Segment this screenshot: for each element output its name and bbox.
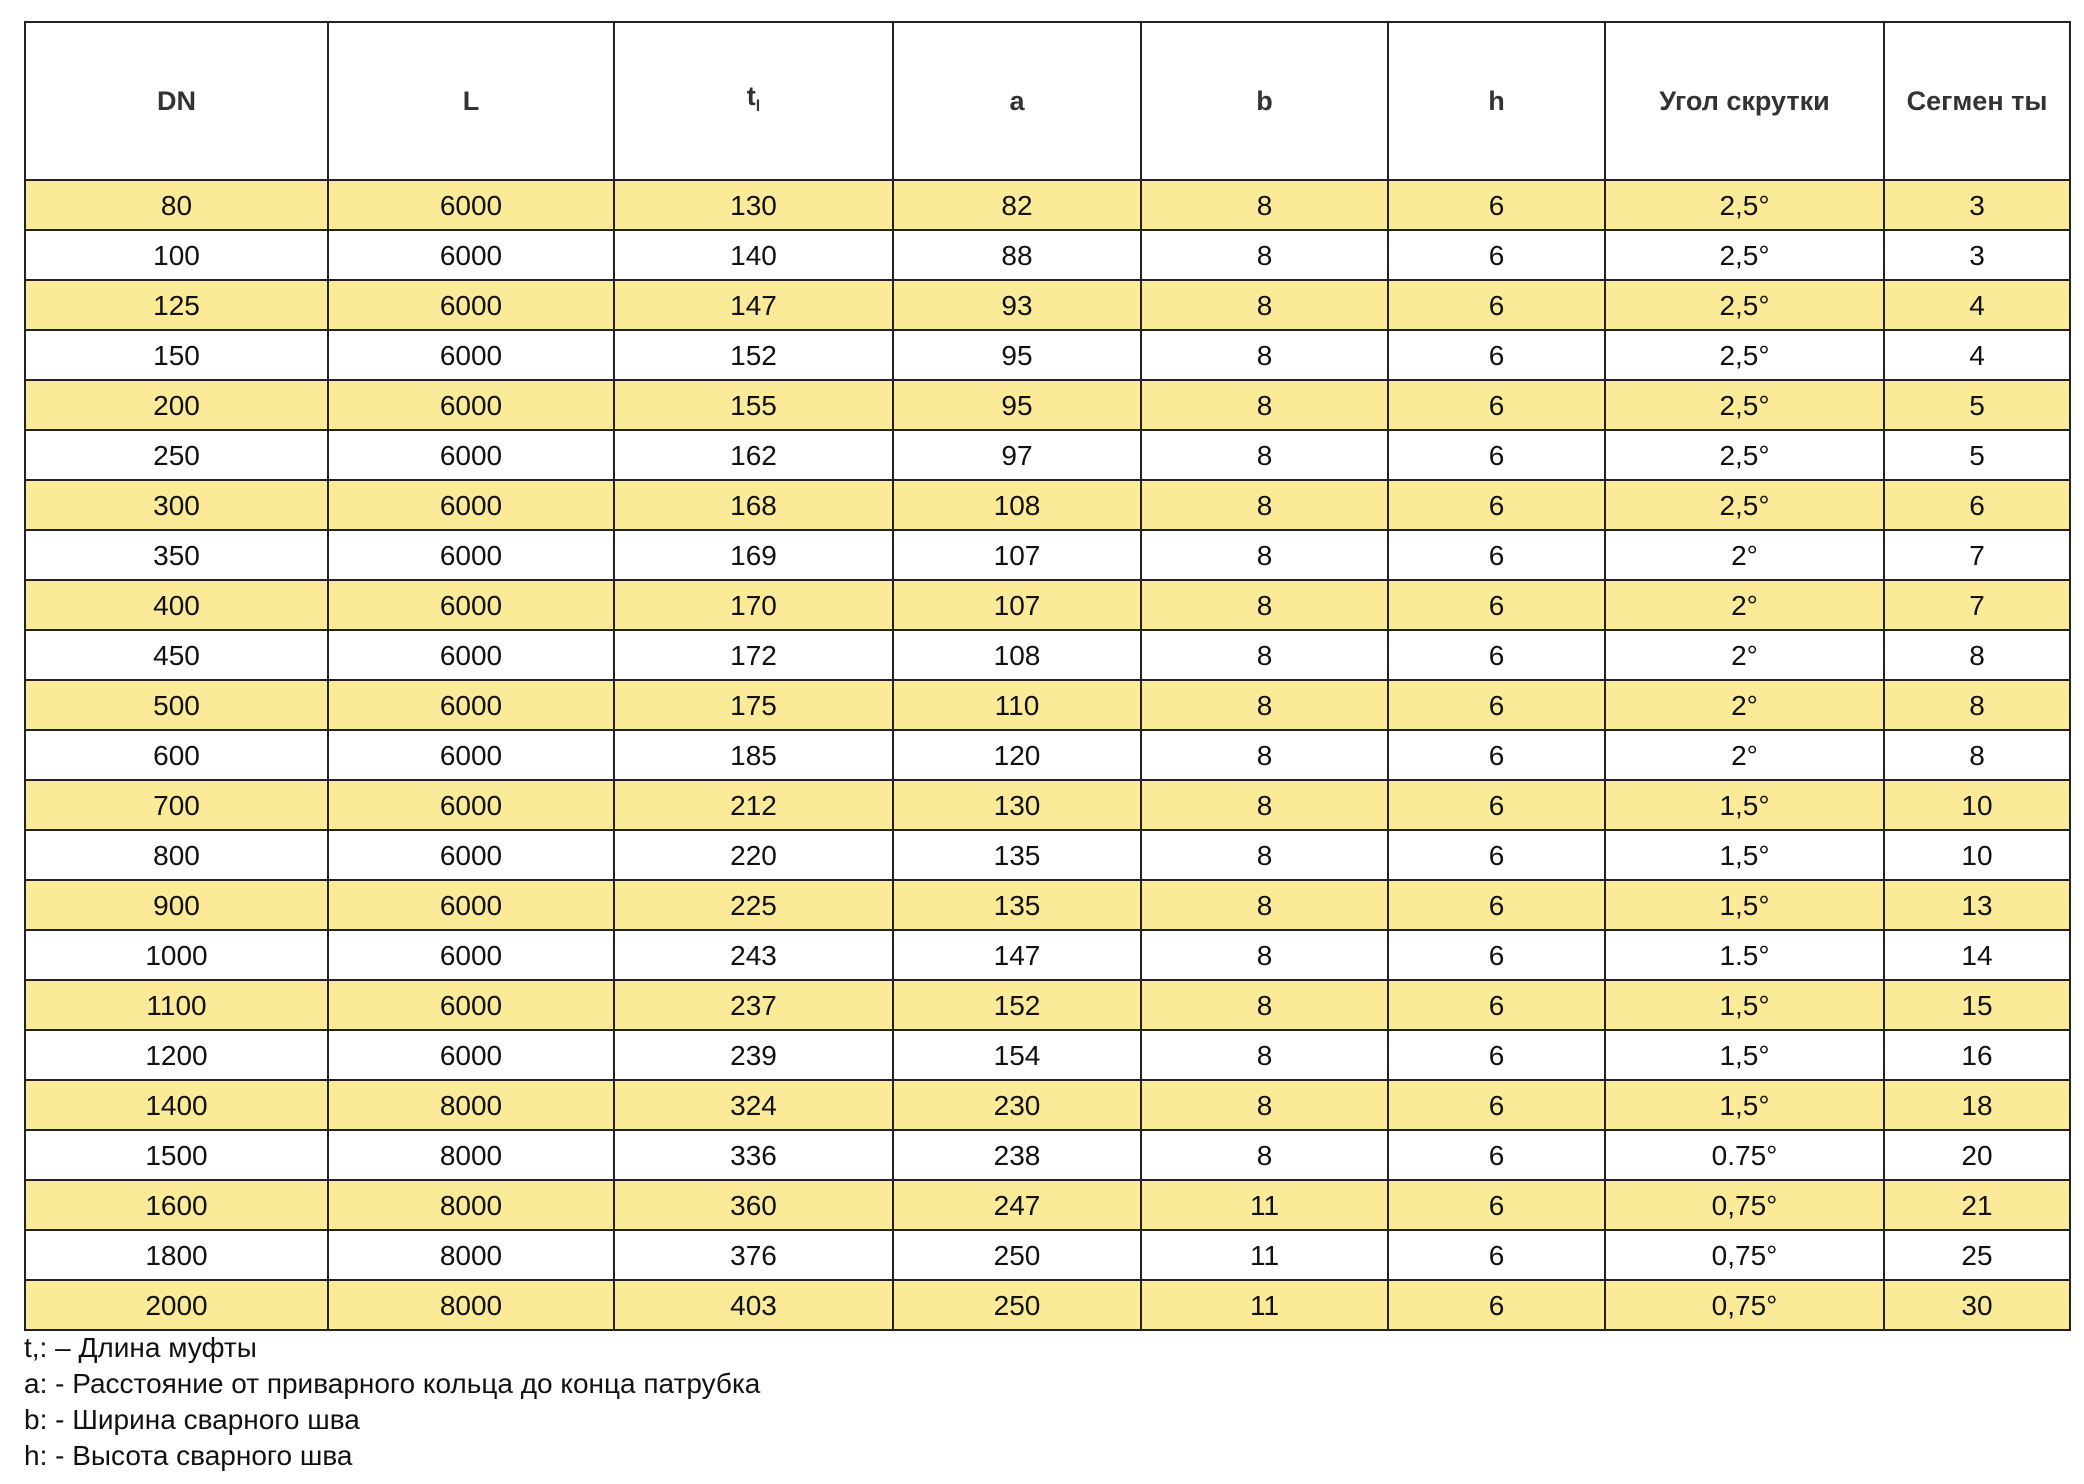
cell-dn: 150 [25, 330, 328, 380]
cell-twist-angle: 2,5° [1605, 280, 1884, 330]
cell-l: 6000 [328, 830, 614, 880]
cell-dn: 125 [25, 280, 328, 330]
cell-h: 6 [1388, 230, 1605, 280]
table-row [25, 1280, 2070, 1330]
cell-segments: 14 [1884, 930, 2070, 980]
cell-dn: 100 [25, 230, 328, 280]
cell-t: 243 [614, 930, 893, 980]
cell-h: 6 [1388, 530, 1605, 580]
cell-h: 6 [1388, 1230, 1605, 1280]
cell-twist-angle: 1,5° [1605, 880, 1884, 930]
cell-t: 170 [614, 580, 893, 630]
table-row [25, 180, 2070, 230]
cell-twist-angle: 2,5° [1605, 180, 1884, 230]
cell-h: 6 [1388, 430, 1605, 480]
table-row [25, 230, 2070, 280]
header-b: b [1141, 22, 1388, 180]
cell-l: 6000 [328, 730, 614, 780]
table-row [25, 930, 2070, 980]
cell-segments: 8 [1884, 630, 2070, 680]
cell-dn: 80 [25, 180, 328, 230]
cell-twist-angle: 1,5° [1605, 1030, 1884, 1080]
cell-h: 6 [1388, 1130, 1605, 1180]
cell-t: 175 [614, 680, 893, 730]
table-row [25, 680, 2070, 730]
cell-h: 6 [1388, 830, 1605, 880]
cell-twist-angle: 2,5° [1605, 480, 1884, 530]
table-row [25, 730, 2070, 780]
table-row [25, 480, 2070, 530]
cell-dn: 900 [25, 880, 328, 930]
header-l: L [328, 22, 614, 180]
cell-b: 8 [1141, 280, 1388, 330]
cell-twist-angle: 1.5° [1605, 930, 1884, 980]
cell-t: 403 [614, 1280, 893, 1330]
table-row [25, 1180, 2070, 1230]
cell-b: 8 [1141, 930, 1388, 980]
cell-t: 360 [614, 1180, 893, 1230]
table-row [25, 880, 2070, 930]
cell-l: 6000 [328, 680, 614, 730]
table-row [25, 630, 2070, 680]
cell-t: 212 [614, 780, 893, 830]
cell-b: 8 [1141, 780, 1388, 830]
header-row [25, 22, 2070, 180]
cell-t: 169 [614, 530, 893, 580]
cell-h: 6 [1388, 1080, 1605, 1130]
table-row [25, 830, 2070, 880]
cell-a: 130 [893, 780, 1141, 830]
cell-dn: 350 [25, 530, 328, 580]
specs-table [24, 21, 2071, 1331]
cell-dn: 600 [25, 730, 328, 780]
cell-t: 237 [614, 980, 893, 1030]
cell-dn: 300 [25, 480, 328, 530]
table-row [25, 1130, 2070, 1180]
cell-h: 6 [1388, 330, 1605, 380]
cell-a: 238 [893, 1130, 1141, 1180]
cell-h: 6 [1388, 980, 1605, 1030]
table-row [25, 1030, 2070, 1080]
cell-l: 6000 [328, 930, 614, 980]
cell-h: 6 [1388, 630, 1605, 680]
note-h: h: - Высота сварного шва [24, 1440, 353, 1471]
table-row [25, 530, 2070, 580]
cell-a: 152 [893, 980, 1141, 1030]
cell-t: 172 [614, 630, 893, 680]
legend-notes [24, 1330, 760, 1474]
cell-b: 8 [1141, 1080, 1388, 1130]
table-row [25, 980, 2070, 1030]
cell-h: 6 [1388, 1280, 1605, 1330]
cell-t: 225 [614, 880, 893, 930]
cell-twist-angle: 0,75° [1605, 1280, 1884, 1330]
cell-l: 8000 [328, 1280, 614, 1330]
cell-dn: 1100 [25, 980, 328, 1030]
cell-segments: 7 [1884, 580, 2070, 630]
cell-twist-angle: 2° [1605, 530, 1884, 580]
table-row [25, 330, 2070, 380]
cell-t: 324 [614, 1080, 893, 1130]
cell-segments: 3 [1884, 230, 2070, 280]
cell-segments: 5 [1884, 380, 2070, 430]
cell-dn: 1600 [25, 1180, 328, 1230]
cell-l: 8000 [328, 1230, 614, 1280]
cell-dn: 400 [25, 580, 328, 630]
cell-dn: 1000 [25, 930, 328, 980]
cell-twist-angle: 2° [1605, 730, 1884, 780]
cell-b: 8 [1141, 680, 1388, 730]
table-row [25, 380, 2070, 430]
cell-a: 154 [893, 1030, 1141, 1080]
cell-b: 8 [1141, 1030, 1388, 1080]
cell-t: 162 [614, 430, 893, 480]
cell-t: 140 [614, 230, 893, 280]
cell-a: 110 [893, 680, 1141, 730]
cell-twist-angle: 2,5° [1605, 380, 1884, 430]
cell-b: 8 [1141, 430, 1388, 480]
cell-twist-angle: 0,75° [1605, 1180, 1884, 1230]
cell-t: 376 [614, 1230, 893, 1280]
table-row [25, 580, 2070, 630]
header-t [614, 22, 893, 180]
cell-b: 11 [1141, 1280, 1388, 1330]
cell-h: 6 [1388, 1180, 1605, 1230]
cell-l: 6000 [328, 880, 614, 930]
cell-h: 6 [1388, 280, 1605, 330]
cell-b: 8 [1141, 230, 1388, 280]
cell-dn: 1400 [25, 1080, 328, 1130]
cell-t: 147 [614, 280, 893, 330]
cell-l: 6000 [328, 480, 614, 530]
cell-t: 155 [614, 380, 893, 430]
cell-h: 6 [1388, 1030, 1605, 1080]
cell-h: 6 [1388, 180, 1605, 230]
cell-a: 250 [893, 1280, 1141, 1330]
cell-segments: 6 [1884, 480, 2070, 530]
cell-a: 108 [893, 480, 1141, 530]
cell-t: 185 [614, 730, 893, 780]
cell-h: 6 [1388, 480, 1605, 530]
cell-b: 8 [1141, 180, 1388, 230]
cell-dn: 2000 [25, 1280, 328, 1330]
cell-b: 8 [1141, 480, 1388, 530]
cell-h: 6 [1388, 780, 1605, 830]
cell-l: 6000 [328, 630, 614, 680]
cell-dn: 250 [25, 430, 328, 480]
cell-h: 6 [1388, 930, 1605, 980]
cell-twist-angle: 1,5° [1605, 980, 1884, 1030]
cell-l: 6000 [328, 330, 614, 380]
cell-b: 8 [1141, 580, 1388, 630]
cell-twist-angle: 2° [1605, 680, 1884, 730]
cell-twist-angle: 1,5° [1605, 830, 1884, 880]
cell-l: 6000 [328, 530, 614, 580]
cell-segments: 18 [1884, 1080, 2070, 1130]
cell-l: 6000 [328, 430, 614, 480]
cell-l: 6000 [328, 780, 614, 830]
cell-segments: 15 [1884, 980, 2070, 1030]
cell-segments: 13 [1884, 880, 2070, 930]
cell-h: 6 [1388, 680, 1605, 730]
cell-h: 6 [1388, 730, 1605, 780]
header-segments: Сегмен ты [1884, 22, 2070, 180]
header-h: h [1388, 22, 1605, 180]
header-t-label: t [746, 80, 756, 111]
header-t-subscript: l [755, 97, 761, 115]
cell-l: 6000 [328, 230, 614, 280]
cell-h: 6 [1388, 380, 1605, 430]
cell-t: 130 [614, 180, 893, 230]
cell-l: 6000 [328, 380, 614, 430]
cell-h: 6 [1388, 580, 1605, 630]
cell-segments: 8 [1884, 730, 2070, 780]
cell-a: 97 [893, 430, 1141, 480]
cell-segments: 8 [1884, 680, 2070, 730]
cell-b: 8 [1141, 530, 1388, 580]
cell-dn: 1800 [25, 1230, 328, 1280]
cell-segments: 30 [1884, 1280, 2070, 1330]
cell-segments: 16 [1884, 1030, 2070, 1080]
table-row [25, 430, 2070, 480]
cell-segments: 25 [1884, 1230, 2070, 1280]
header-twist-angle: Угол скрутки [1605, 22, 1884, 180]
cell-a: 250 [893, 1230, 1141, 1280]
cell-a: 107 [893, 580, 1141, 630]
cell-b: 11 [1141, 1180, 1388, 1230]
cell-l: 8000 [328, 1180, 614, 1230]
cell-b: 8 [1141, 1130, 1388, 1180]
cell-dn: 500 [25, 680, 328, 730]
cell-t: 336 [614, 1130, 893, 1180]
cell-a: 95 [893, 380, 1141, 430]
table-row [25, 1230, 2070, 1280]
cell-twist-angle: 2,5° [1605, 430, 1884, 480]
cell-l: 8000 [328, 1130, 614, 1180]
cell-l: 6000 [328, 980, 614, 1030]
cell-a: 108 [893, 630, 1141, 680]
cell-a: 247 [893, 1180, 1141, 1230]
cell-a: 120 [893, 730, 1141, 780]
cell-b: 8 [1141, 330, 1388, 380]
cell-twist-angle: 1,5° [1605, 780, 1884, 830]
header-dn: DN [25, 22, 328, 180]
table-row [25, 1080, 2070, 1130]
cell-segments: 10 [1884, 780, 2070, 830]
cell-b: 8 [1141, 730, 1388, 780]
cell-b: 8 [1141, 380, 1388, 430]
cell-a: 107 [893, 530, 1141, 580]
cell-a: 88 [893, 230, 1141, 280]
cell-twist-angle: 2,5° [1605, 330, 1884, 380]
note-t: t,: – Длина муфты [24, 1332, 257, 1363]
cell-l: 6000 [328, 280, 614, 330]
cell-b: 8 [1141, 880, 1388, 930]
cell-a: 95 [893, 330, 1141, 380]
cell-dn: 1200 [25, 1030, 328, 1080]
cell-a: 135 [893, 880, 1141, 930]
cell-a: 135 [893, 830, 1141, 880]
cell-l: 6000 [328, 1030, 614, 1080]
cell-dn: 800 [25, 830, 328, 880]
cell-t: 168 [614, 480, 893, 530]
table-row [25, 780, 2070, 830]
cell-dn: 200 [25, 380, 328, 430]
cell-segments: 10 [1884, 830, 2070, 880]
cell-a: 93 [893, 280, 1141, 330]
cell-dn: 1500 [25, 1130, 328, 1180]
cell-segments: 21 [1884, 1180, 2070, 1230]
cell-dn: 700 [25, 780, 328, 830]
note-a: a: - Расстояние от приварного кольца до конца патрубка [24, 1368, 761, 1399]
cell-b: 11 [1141, 1230, 1388, 1280]
cell-twist-angle: 2° [1605, 580, 1884, 630]
cell-l: 6000 [328, 180, 614, 230]
cell-t: 152 [614, 330, 893, 380]
cell-b: 8 [1141, 980, 1388, 1030]
cell-segments: 3 [1884, 180, 2070, 230]
cell-segments: 5 [1884, 430, 2070, 480]
cell-b: 8 [1141, 830, 1388, 880]
cell-segments: 4 [1884, 280, 2070, 330]
cell-twist-angle: 1,5° [1605, 1080, 1884, 1130]
cell-a: 147 [893, 930, 1141, 980]
cell-twist-angle: 2,5° [1605, 230, 1884, 280]
cell-b: 8 [1141, 630, 1388, 680]
cell-dn: 450 [25, 630, 328, 680]
note-b: b: - Ширина сварного шва [24, 1404, 360, 1435]
cell-segments: 7 [1884, 530, 2070, 580]
cell-t: 220 [614, 830, 893, 880]
cell-twist-angle: 2° [1605, 630, 1884, 680]
cell-l: 8000 [328, 1080, 614, 1130]
cell-segments: 4 [1884, 330, 2070, 380]
cell-a: 230 [893, 1080, 1141, 1130]
header-a: a [893, 22, 1141, 180]
cell-twist-angle: 0,75° [1605, 1230, 1884, 1280]
cell-t: 239 [614, 1030, 893, 1080]
cell-h: 6 [1388, 880, 1605, 930]
cell-a: 82 [893, 180, 1141, 230]
cell-twist-angle: 0.75° [1605, 1130, 1884, 1180]
cell-segments: 20 [1884, 1130, 2070, 1180]
table-row [25, 280, 2070, 330]
cell-l: 6000 [328, 580, 614, 630]
